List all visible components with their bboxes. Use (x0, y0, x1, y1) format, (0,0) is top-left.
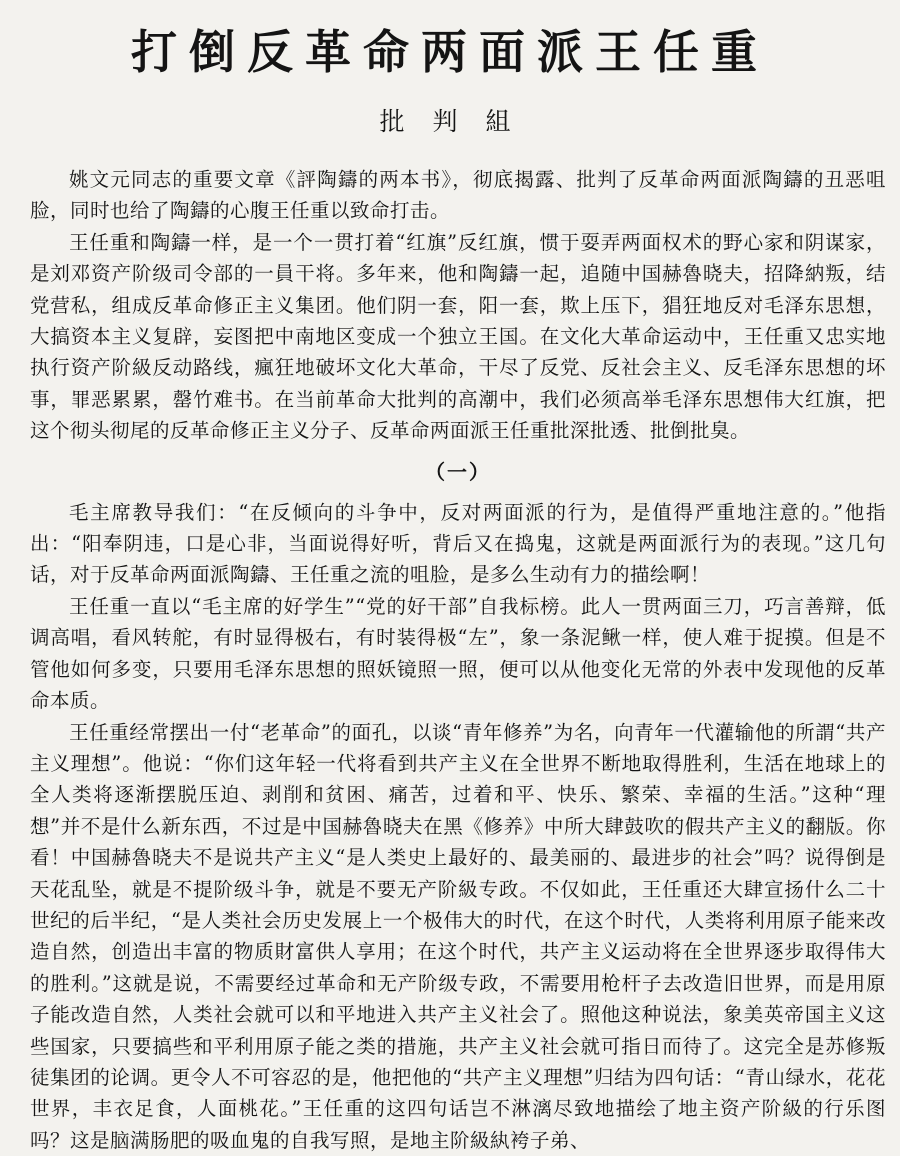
article-title: 打倒反革命两面派王任重 (0, 22, 900, 82)
paragraph: 王任重一直以“毛主席的好学生”“党的好干部”自我标榜。此人一贯两面三刀，巧言善辩，低调高唱，看风转舵，有时显得极右，有时装得极“左”，象一条泥鳅一样，使人难于捉摸。但是不管他如何多变，只要用毛泽东思想的照妖镜照一照，便可以从他变化无常的外表中发现他的反革命本质。 (30, 591, 886, 717)
article-byline: 批 判 組 (0, 102, 900, 142)
section-heading: （一） (30, 447, 886, 497)
paragraph: 毛主席教导我们：“在反倾向的斗争中，反对两面派的行为，是值得严重地注意的。”他指出：“阳奉阴违，口是心非，当面说得好听，背后又在捣鬼，这就是两面派行为的表现。”这几句话，对于反革命两面派陶鑄、王任重之流的咀脸，是多么生动有力的描绘啊！ (30, 497, 886, 591)
article-body (30, 164, 886, 1156)
paragraph: 王任重经常摆出一付“老革命”的面孔，以谈“青年修养”为名，向青年一代灌输他的所謂“共产主义理想”。他说：“你们这年轻一代将看到共产主义在全世界不断地取得胜利，生活在地球上的全人类将逐渐摆脱压迫、剥削和贫困、痛苦，过着和平、快乐、繁荣、幸福的生活。”这种“理想”并不是什么新东西，不过是中国赫魯晓夫在黑《修养》中所大肆鼓吹的假共产主义的翻版。你看！中国赫魯晓夫不是说共产主义“是人类史上最好的、最美丽的、最进步的社会”吗？说得倒是天花乱坠，就是不提阶级斗争，就是不要无产阶級专政。不仅如此，王任重还大肆宣扬什么二十世纪的后半纪，“是人类社会历史发展上一个极伟大的时代，在这个时代，人类将利用原子能来改造自然，创造出丰富的物质財富供人享用；在这个时代，共产主义运动将在全世界逐步取得伟大的胜利。”这就是说，不需要经过革命和无产阶级专政，不需要用枪杆子去改造旧世界，而是用原子能改造自然，人类社会就可以和平地进入共产主义社会了。照他这种说法，象美英帝国主义这些国家，只要搞些和平利用原子能之类的措施，共产主义社会就可指日而待了。这完全是苏修叛徒集团的论调。更令人不可容忍的是，他把他的“共产主义理想”归结为四句话：“青山绿水，花花世界，丰衣足食，人面桃花。”王任重的这四句话岂不淋漓尽致地描绘了地主资产阶級的行乐图吗？这是脑满肠肥的吸血鬼的自我写照，是地主阶級紈袴子弟、 (30, 717, 886, 1156)
paragraph: 姚文元同志的重要文章《評陶鑄的两本书》，彻底揭露、批判了反革命两面派陶鑄的丑恶咀脸，同时也给了陶鑄的心腹王任重以致命打击。 (30, 164, 886, 227)
paragraph: 王任重和陶鑄一样，是一个一贯打着“红旗”反红旗，惯于耍弄两面权术的野心家和阴谋家，是刘邓资产阶级司令部的一員干将。多年来，他和陶鑄一起，追随中国赫魯晓夫，招降納叛，结党营私，组成反革命修正主义集团。他们阴一套，阳一套，欺上压下，猖狂地反对毛泽东思想，大搞资本主义复辟，妄图把中南地区变成一个独立王国。在文化大革命运动中，王任重又忠实地执行资产阶級反动路线，瘋狂地破坏文化大革命，干尽了反党、反社会主义、反毛泽东思想的坏事，罪恶累累，罄竹难书。在当前革命大批判的高潮中，我们必须高举毛泽东思想伟大红旗，把这个彻头彻尾的反革命修正主义分子、反革命两面派王任重批深批透、批倒批臭。 (30, 227, 886, 447)
